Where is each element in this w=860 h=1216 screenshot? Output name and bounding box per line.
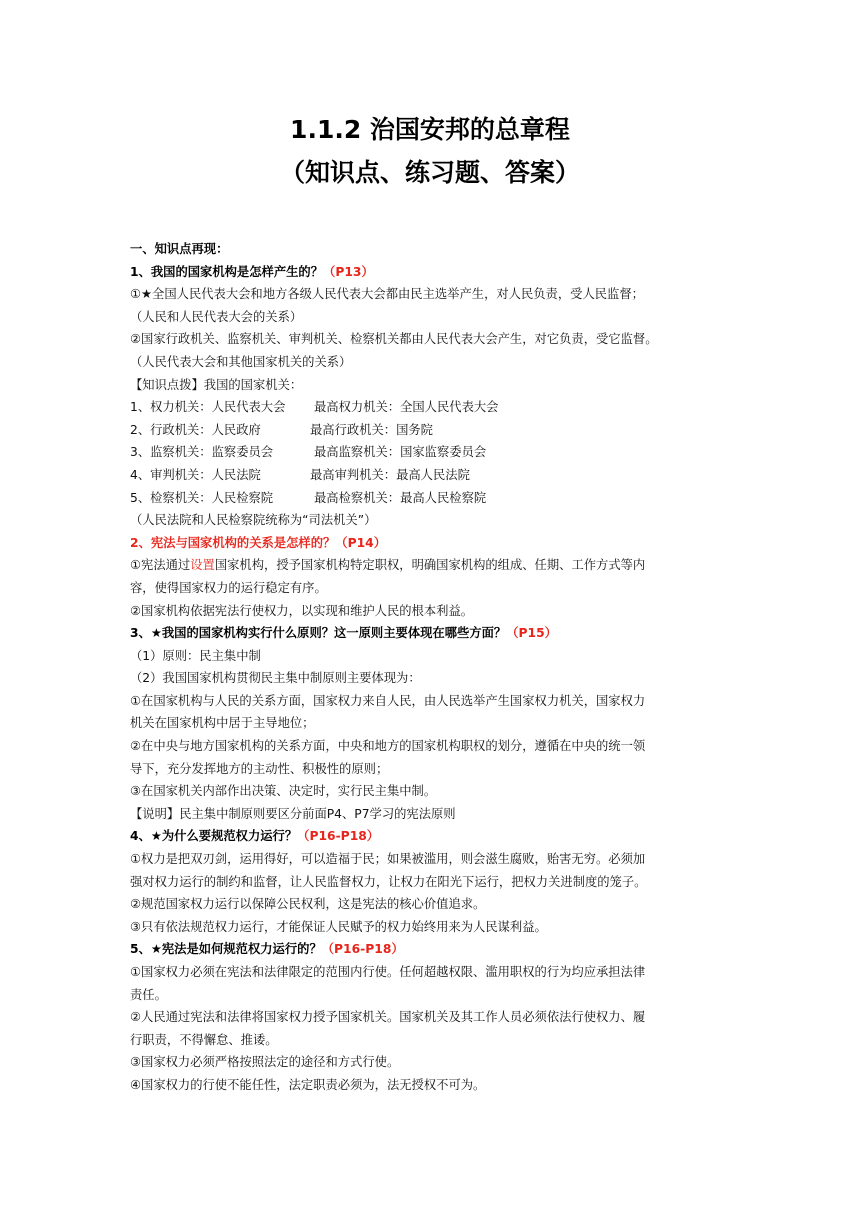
paragraph: 强对权力运行的制约和监督，让人民监督权力，让权力在阳光下运行，把权力关进制度的笼子。 [130, 874, 647, 889]
paragraph: （1）原则：民主集中制 [130, 648, 261, 663]
question-3-heading: 3、★我国的国家机构实行什么原则？这一原则主要体现在哪些方面？（P15） [130, 626, 557, 641]
document-title: 1.1.2 治国安邦的总章程 [290, 115, 570, 144]
page-ref: （P15） [506, 626, 557, 641]
question-4-heading: 4、★为什么要规范权力运行？（P16-P18） [130, 829, 380, 844]
paragraph: 行职责，不得懈怠、推诿。 [130, 1032, 278, 1047]
paragraph: 机关在国家机构中居于主导地位； [130, 716, 315, 731]
paragraph: ②在中央与地方国家机构的关系方面，中央和地方的国家机构职权的划分，遵循在中央的统一领 [130, 739, 646, 754]
paragraph: ③在国家机关内部作出决策、决定时，实行民主集中制。 [130, 784, 437, 799]
paragraph: ②国家行政机关、监察机关、审判机关、检察机关都由人民代表大会产生，对它负责，受它监督。 [130, 332, 658, 347]
paragraph: 容，使得国家权力的运行稳定有序。 [130, 580, 327, 595]
page-ref: （P16-P18） [321, 942, 404, 957]
page-ref: （P16-P18） [297, 829, 380, 844]
page-ref: （P13） [323, 264, 374, 279]
organ-row: 1、权力机关：人民代表大会 最高权力机关：全国人民代表大会 [130, 400, 499, 415]
highlighted-word: 设置 [190, 558, 215, 573]
paragraph: （2）我国国家机构贯彻民主集中制原则主要体现为： [130, 671, 421, 686]
document-subtitle: （知识点、练习题、答案） [279, 158, 580, 187]
paragraph: （人民和人民代表大会的关系） [130, 309, 303, 324]
paragraph: ②国家机构依据宪法行使权力，以实现和维护人民的根本利益。 [130, 603, 474, 618]
section-heading: 一、知识点再现： [130, 242, 229, 256]
paragraph: ③国家权力必须严格按照法定的途径和方式行使。 [130, 1055, 400, 1070]
paragraph: 【说明】民主集中制原则要区分前面P4、P7学习的宪法原则 [130, 806, 456, 821]
paragraph: ①在国家机构与人民的关系方面，国家权力来自人民，由人民选举产生国家权力机关，国家权力 [130, 693, 646, 708]
organ-row: 5、检察机关：人民检察院 最高检察机关：最高人民检察院 [130, 490, 487, 505]
organ-row: 4、审判机关：人民法院 最高审判机关：最高人民法院 [130, 467, 470, 482]
paragraph: ②人民通过宪法和法律将国家权力授予国家机关。国家机关及其工作人员必须依法行使权力、履 [130, 1010, 646, 1025]
paragraph: 导下，充分发挥地方的主动性、积极性的原则； [130, 761, 389, 776]
paragraph: ①权力是把双刃剑，运用得好，可以造福于民；如果被滥用，则会滋生腐败，贻害无穷。必须加 [130, 852, 646, 867]
paragraph: （人民代表大会和其他国家机关的关系） [130, 354, 352, 369]
tip-heading: 【知识点拨】我国的国家机关： [130, 377, 303, 392]
question-5-heading: 5、★宪法是如何规范权力运行的？（P16-P18） [130, 942, 404, 957]
paragraph: ①国家权力必须在宪法和法律限定的范围内行使。任何超越权限、滥用职权的行为均应承担法律 [130, 965, 646, 979]
paragraph: ①宪法通过设置国家机构，授予国家机构特定职权，明确国家机构的组成、任期、工作方式等内 [130, 558, 646, 573]
paragraph: 责任。 [130, 987, 167, 1002]
organ-row: 2、行政机关：人民政府 最高行政机关：国务院 [130, 422, 433, 437]
paragraph: （人民法院和人民检察院统称为“司法机关”） [130, 513, 377, 528]
document-body [130, 238, 740, 1097]
question-2-heading: 2、宪法与国家机构的关系是怎样的？（P14） [130, 535, 387, 550]
question-1-heading: 1、我国的国家机构是怎样产生的？（P13） [130, 264, 374, 279]
paragraph: ④国家权力的行使不能任性，法定职责必须为，法无授权不可为。 [130, 1077, 486, 1092]
paragraph: ②规范国家权力运行以保障公民权利，这是宪法的核心价值追求。 [130, 897, 486, 912]
paragraph: ③只有依法规范权力运行，才能保证人民赋予的权力始终用来为人民谋利益。 [130, 919, 547, 934]
organ-row: 3、监察机关：监察委员会 最高监察机关：国家监察委员会 [130, 445, 487, 460]
paragraph: ①★全国人民代表大会和地方各级人民代表大会都由民主选举产生，对人民负责，受人民监督； [130, 287, 644, 302]
